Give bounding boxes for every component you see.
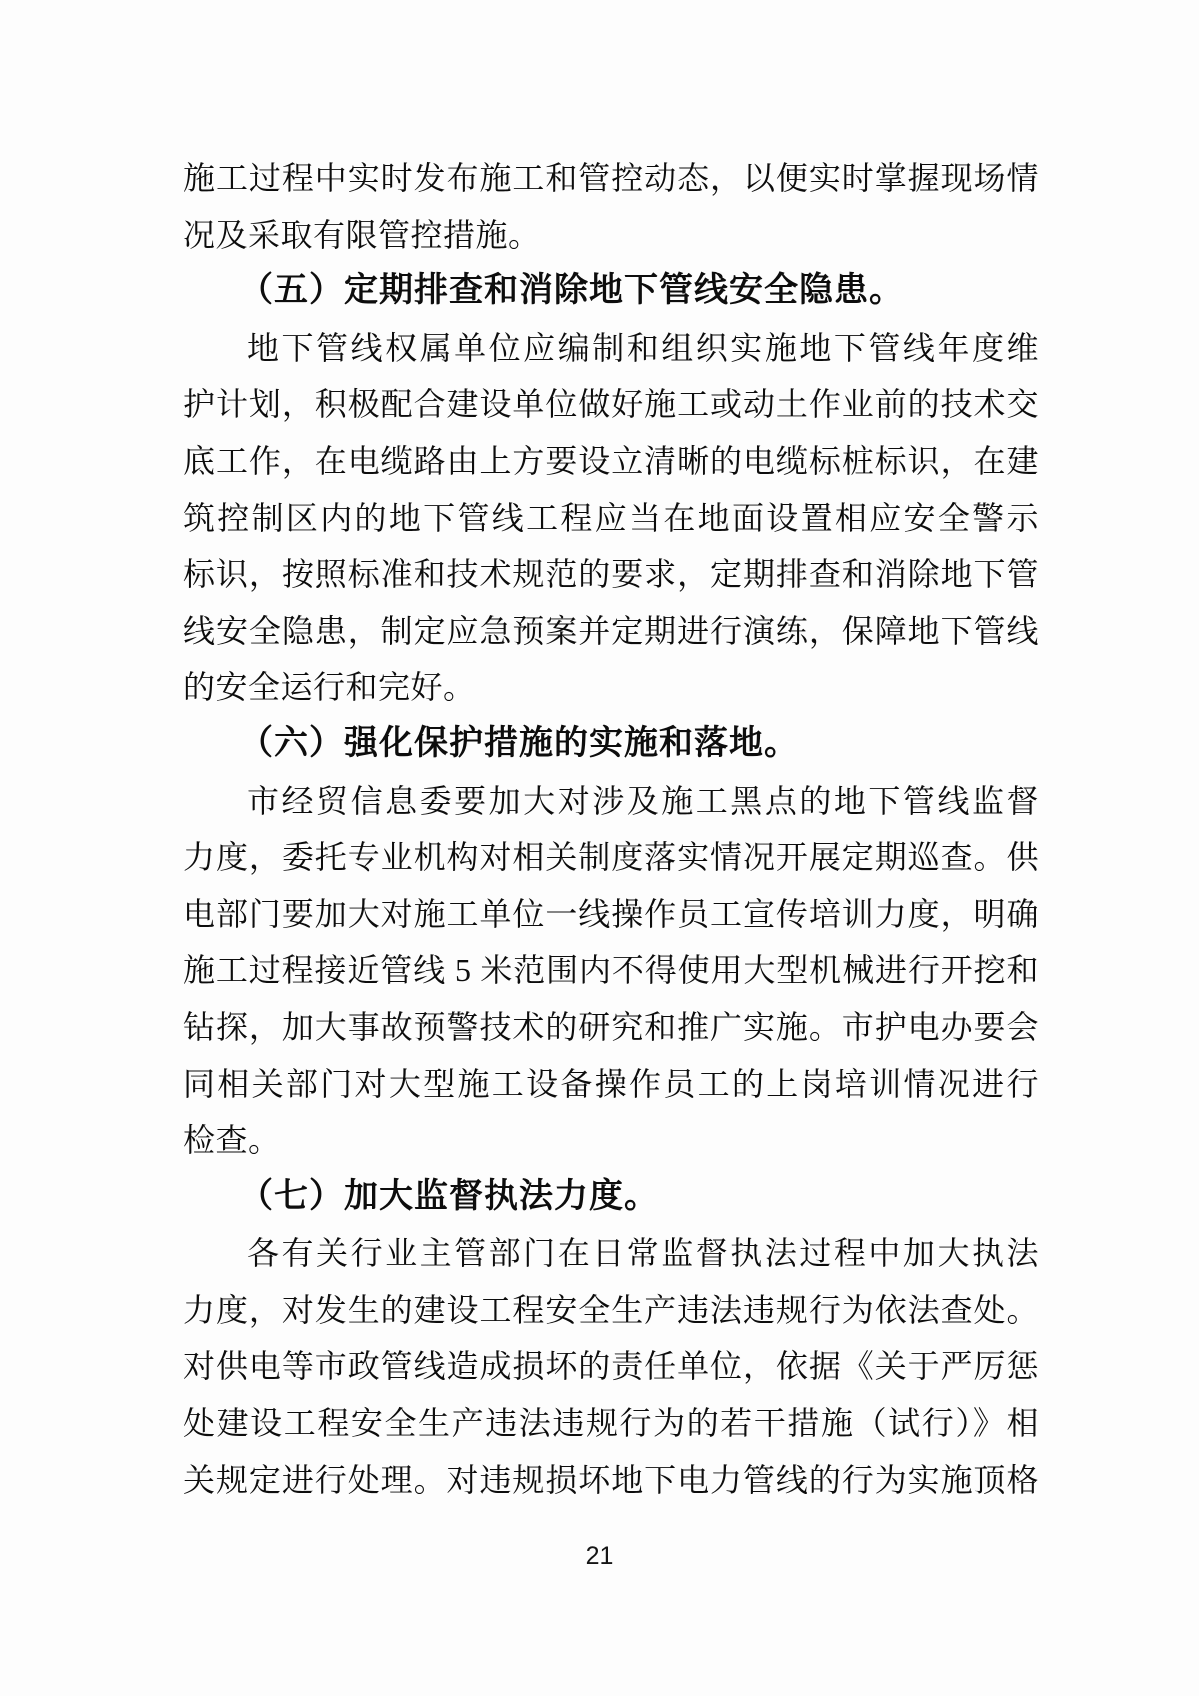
heading-line: （五）定期排查和消除地下管线安全隐患。	[239, 272, 904, 310]
text-line: 线安全隐患，制定应急预案并定期进行演练，保障地下管线	[183, 612, 1039, 649]
text-line: 关规定进行处理。对违规损坏地下电力管线的行为实施顶格	[183, 1461, 1039, 1498]
text-line: 施工过程中实时发布施工和管控动态，以便实时掌握现场情	[183, 160, 1039, 196]
text-line: 筑控制区内的地下管线工程应当在地面设置相应安全警示	[183, 499, 1039, 536]
text-line: 检查。	[183, 1122, 281, 1159]
document-body	[183, 150, 1039, 1508]
text-line: 同相关部门对大型施工设备操作员工的上岗培训情况进行	[183, 1065, 1039, 1102]
text-line: 处建设工程安全生产违法违规行为的若干措施（试行）》相	[183, 1405, 1039, 1442]
text-line: 对供电等市政管线造成损坏的责任单位，依据《关于严厉惩	[183, 1348, 1039, 1385]
text-line: 标识，按照标准和技术规范的要求，定期排查和消除地下管	[183, 556, 1039, 593]
text-line: 底工作，在电缆路由上方要设立清晰的电缆标桩标识，在建	[183, 442, 1039, 479]
text-line: 钻探，加大事故预警技术的研究和推广实施。市护电办要会	[183, 1008, 1039, 1045]
page-number: 21	[585, 1542, 614, 1570]
heading-line: （六）强化保护措施的实施和落地。	[239, 724, 799, 762]
text-line: 力度，对发生的建设工程安全生产违法违规行为依法查处。	[183, 1291, 1039, 1328]
text-line: 市经贸信息委要加大对涉及施工黑点的地下管线监督	[247, 782, 1039, 819]
heading-line: （七）加大监督执法力度。	[239, 1177, 659, 1215]
text-line: 地下管线权属单位应编制和组织实施地下管线年度维	[247, 329, 1039, 366]
text-line: 施工过程接近管线 5 米范围内不得使用大型机械进行开挖和	[183, 952, 1039, 989]
text-line: 况及采取有限管控措施。	[183, 216, 541, 253]
page-footer	[0, 1542, 1199, 1571]
text-line: 的安全运行和完好。	[183, 669, 476, 706]
text-line: 护计划，积极配合建设单位做好施工或动土作业前的技术交	[183, 386, 1039, 423]
text-line: 各有关行业主管部门在日常监督执法过程中加大执法	[247, 1235, 1039, 1272]
text-line: 力度，委托专业机构对相关制度落实情况开展定期巡查。供	[183, 839, 1039, 876]
text-line: 电部门要加大对施工单位一线操作员工宣传培训力度，明确	[183, 895, 1039, 932]
